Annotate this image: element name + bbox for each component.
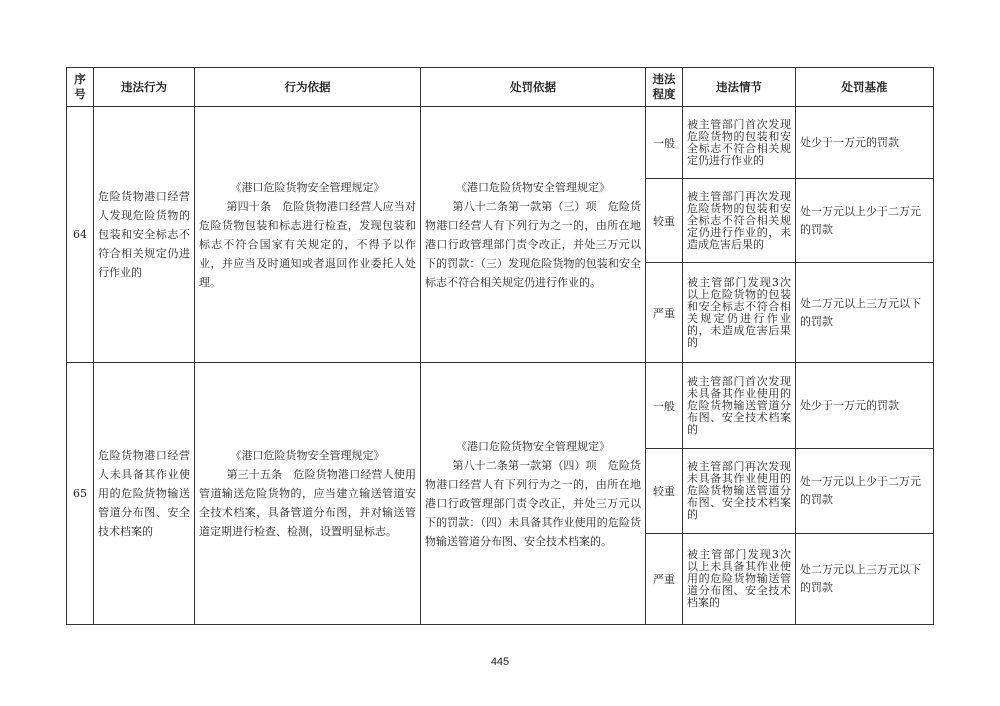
severity-cell: 严重 <box>646 263 683 363</box>
header-penalty-standard: 处罚基准 <box>796 68 934 107</box>
circumstance-cell: 被主管部门再次发现未具备其作业使用的危险货物输送管道分布图、安全技术档案的 <box>683 449 796 534</box>
basis-title: 《港口危险货物安全管理规定》 <box>230 449 385 462</box>
penalty-title: 《港口危险货物安全管理规定》 <box>456 180 610 194</box>
table-row <box>67 107 934 179</box>
basis-text: 第四十条 危险货物港口经营人应当对危险货物包装和标志进行检查，发现包装和标志不符合国家有关规定的，不得予以作业，并应当及时通知或者退回作业委托人处理。 <box>199 199 416 289</box>
penalty-text: 第八十二条第一款第（三）项 危险货物港口经营人有下列行为之一的，由所在地港口行政管理部门责令改正，并处三万元以下的罚款：（三）发现危险货物的包装和安全标志不符合相关规定仍进行作业的。 <box>425 199 641 289</box>
severity-cell: 一般 <box>646 363 683 449</box>
basis-cell <box>195 107 421 363</box>
header-circumstance: 违法情节 <box>683 68 796 107</box>
circumstance-cell: 被主管部门发现3次以上未具备其作业使用的危险货物输送管道分布图、安全技术档案的 <box>683 534 796 625</box>
severity-cell: 一般 <box>646 107 683 179</box>
standard-cell: 处少于一万元的罚款 <box>796 107 934 179</box>
table-row <box>67 363 934 449</box>
severity-cell: 严重 <box>646 534 683 625</box>
standard-cell: 处二万元以上三万元以下的罚款 <box>796 263 934 363</box>
circumstance-cell: 被主管部门首次发现未具备其作业使用的危险货物输送管道分布图、安全技术档案的 <box>683 363 796 449</box>
penalty-text: 第八十二条第一款第（四）项 危险货物港口经营人有下列行为之一的，由所在地港口行政管理部门责令改正，并处三万元以下的罚款：（四）未具备其作业使用的危险货物输送管道分布图、安全技术档案的。 <box>425 458 641 548</box>
basis-cell <box>195 363 421 625</box>
header-num: 序号 <box>67 68 94 107</box>
header-penalty-basis: 处罚依据 <box>421 68 646 107</box>
row-number: 65 <box>67 363 94 625</box>
circumstance-cell: 被主管部门发现3次以上危险货物的包装和安全标志不符合相关规定仍进行作业的，未造成危害后果的 <box>683 263 796 363</box>
header-severity: 违法程度 <box>646 68 683 107</box>
penalty-basis-cell <box>421 107 646 363</box>
standard-cell: 处一万元以上少于二万元的罚款 <box>796 179 934 263</box>
basis-text: 第三十五条 危险货物港口经营人使用管道输送危险货物的，应当建立输送管道安全技术档案，具备管道分布图，并对输送管道定期进行检查、检测，设置明显标志。 <box>199 468 416 538</box>
penalty-title: 《港口危险货物安全管理规定》 <box>456 439 610 453</box>
penalty-standards-table <box>66 67 934 625</box>
header-violation: 违法行为 <box>94 68 195 107</box>
basis-title: 《港口危险货物安全管理规定》 <box>230 180 385 194</box>
header-row <box>67 68 934 107</box>
violation-cell: 危险货物港口经营人未具备其作业使用的危险货物输送管道分布图、安全技术档案的 <box>94 363 195 625</box>
circumstance-cell: 被主管部门再次发现危险货物的包装和安全标志不符合相关规定仍进行作业的，未造成危害后果的 <box>683 179 796 263</box>
standard-cell: 处一万元以上少于二万元的罚款 <box>796 449 934 534</box>
severity-cell: 较重 <box>646 449 683 534</box>
page-number: 445 <box>490 656 510 668</box>
standard-cell: 处少于一万元的罚款 <box>796 363 934 449</box>
circumstance-cell: 被主管部门首次发现危险货物的包装和安全标志不符合相关规定仍进行作业的 <box>683 107 796 179</box>
penalty-basis-cell <box>421 363 646 625</box>
standard-cell: 处二万元以上三万元以下的罚款 <box>796 534 934 625</box>
header-basis: 行为依据 <box>195 68 421 107</box>
severity-cell: 较重 <box>646 179 683 263</box>
row-number: 64 <box>67 107 94 363</box>
violation-cell: 危险货物港口经营人发现危险货物的包装和安全标志不符合相关规定仍进行作业的 <box>94 107 195 363</box>
